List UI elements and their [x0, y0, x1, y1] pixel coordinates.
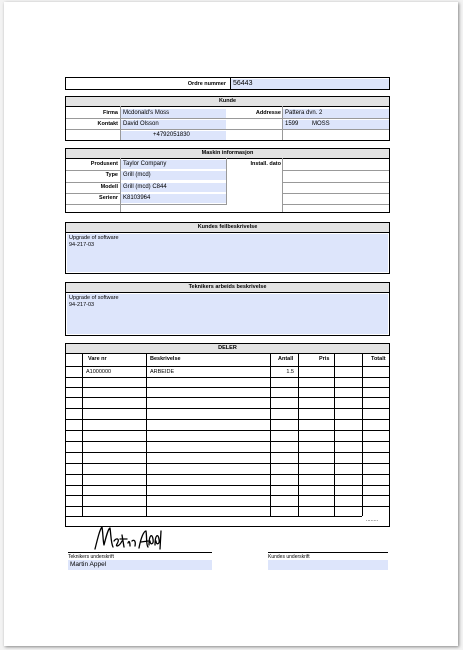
parts-row-line: [66, 366, 389, 367]
fault-line-2: 94-217-03: [69, 242, 95, 248]
produsent-field[interactable]: Taylor Company: [121, 160, 226, 169]
parts-row-line: [66, 474, 389, 475]
work-line-1: Upgrade of software: [69, 295, 119, 301]
machine-block: [65, 148, 390, 213]
parts-col-line: [146, 353, 147, 516]
customer-name-field[interactable]: [268, 560, 388, 570]
fault-description-field[interactable]: [67, 234, 388, 272]
row-1-antall[interactable]: 1.5: [272, 368, 296, 376]
serienr-label: Serienr: [99, 195, 118, 201]
city-field[interactable]: MOSS: [309, 120, 389, 129]
phone-field[interactable]: +4792051830: [121, 131, 226, 140]
col-beskrivelse: Beskrivelse: [150, 356, 181, 362]
customer-header: Kunde: [66, 97, 389, 107]
technician-signature-label: Teknikers underskrift: [68, 554, 114, 560]
work-block: [65, 282, 390, 336]
col-antall: Antall: [278, 356, 294, 362]
parts-row-line: [66, 377, 389, 378]
parts-block: [65, 343, 390, 527]
serienr-field[interactable]: K8103964: [121, 194, 226, 203]
parts-row-line: [66, 495, 389, 496]
order-number-label: Ordre nummer: [187, 81, 226, 87]
parts-col-line: [362, 353, 363, 516]
parts-row-line: [66, 516, 362, 517]
address-label: Addresse: [255, 110, 281, 116]
address-field[interactable]: Pattera dvn. 2: [283, 109, 389, 118]
work-order-page: [4, 2, 458, 646]
technician-name-field[interactable]: Martin Appel: [68, 560, 212, 570]
order-number-field[interactable]: 56443: [231, 79, 389, 89]
produsent-label: Produsent: [90, 161, 118, 167]
parts-row-line: [66, 452, 389, 453]
machine-header: Maskin informasjon: [66, 149, 389, 159]
parts-row-line: [66, 408, 389, 409]
type-field[interactable]: Grill (mcd): [121, 171, 226, 180]
parts-row-line: [66, 419, 389, 420]
technician-signature-image: [92, 523, 167, 553]
parts-row-line: [66, 441, 389, 442]
fault-line-1: Upgrade of software: [69, 235, 119, 241]
parts-total-value: ........: [366, 517, 379, 523]
row-1-beskrivelse[interactable]: ARBEIDE: [148, 368, 270, 376]
customer-signature-label: Kundes underskrift: [268, 554, 310, 560]
parts-row-line: [66, 397, 389, 398]
kontakt-label: Kontakt: [97, 121, 118, 127]
parts-col-line: [270, 353, 271, 516]
parts-row-line: [66, 506, 389, 507]
col-totalt: Totalt: [371, 356, 386, 362]
parts-row-line: [66, 463, 389, 464]
install-date-label: Install. dato: [250, 161, 281, 167]
install-date-field[interactable]: [283, 160, 389, 169]
fault-block: [65, 222, 390, 274]
firma-field[interactable]: Mcdonald's Moss: [121, 109, 226, 118]
modell-field[interactable]: Grill (mcd) C844: [121, 183, 226, 192]
work-header: Teknikers arbeids beskrivelse: [66, 283, 389, 293]
work-description-field[interactable]: [67, 294, 388, 334]
col-pris: Pris: [319, 356, 330, 362]
parts-row-line: [66, 485, 389, 486]
parts-col-line: [82, 353, 83, 516]
parts-col-line: [334, 353, 335, 516]
parts-header: DELER: [66, 344, 389, 354]
work-line-2: 94-217-03: [69, 302, 95, 308]
type-label: Type: [105, 172, 118, 178]
postcode-field[interactable]: 1599: [283, 120, 309, 129]
fault-header: Kundes feilbeskrivelse: [66, 223, 389, 233]
row-1-vare-nr[interactable]: A1000000: [84, 368, 146, 376]
firma-label: Firma: [103, 110, 118, 116]
kontakt-field[interactable]: David Olsson: [121, 120, 226, 129]
parts-row-line: [66, 387, 389, 388]
parts-row-line: [66, 430, 389, 431]
customer-block: [65, 96, 390, 141]
parts-col-line: [298, 353, 299, 516]
col-vare-nr: Vare nr: [88, 356, 107, 362]
modell-label: Modell: [100, 184, 118, 190]
order-number-block: [65, 77, 390, 90]
